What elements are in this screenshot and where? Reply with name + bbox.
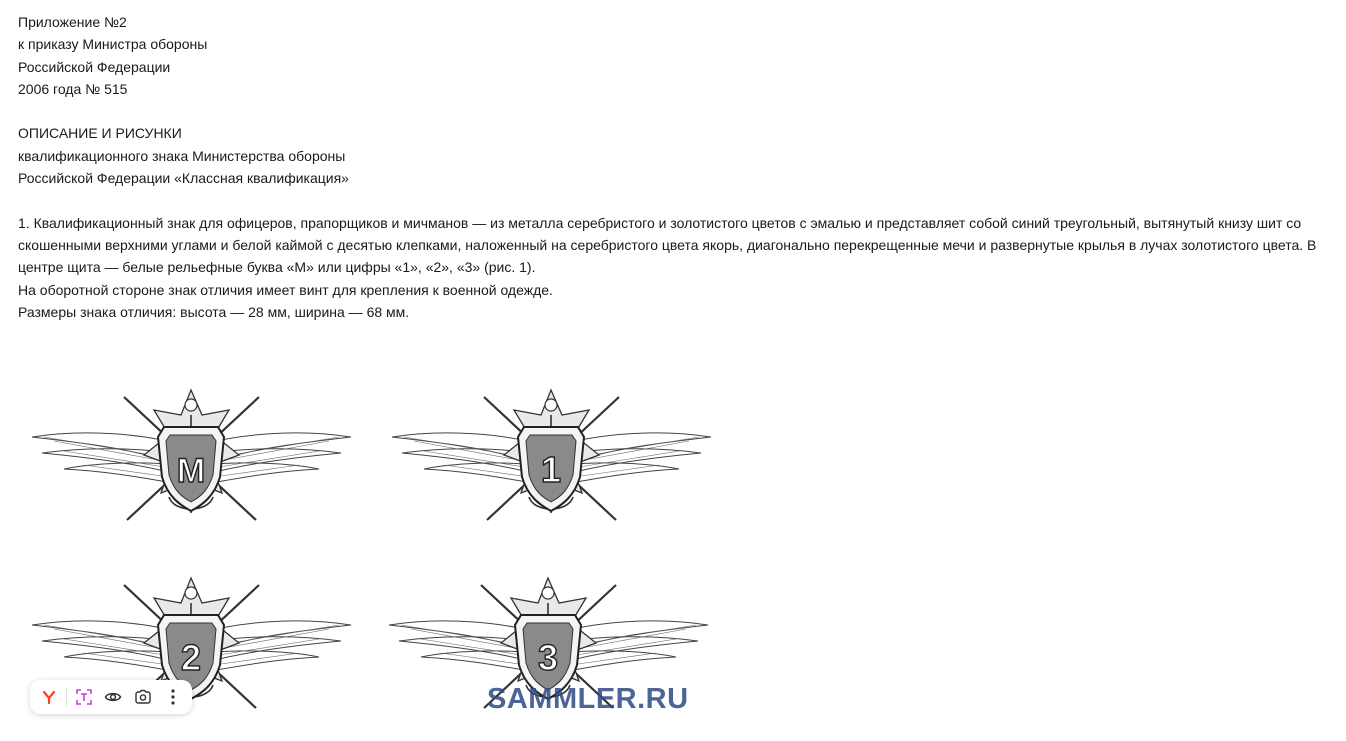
more-vertical-icon (170, 688, 176, 706)
reverse-side-paragraph: На оборотной стороне знак отличия имеет винт для крепления к военной одежде. (18, 281, 553, 298)
badge-1 (384, 385, 719, 535)
dimensions-paragraph: Размеры знака отличия: высота — 28 мм, ширина — 68 мм. (18, 303, 410, 320)
yandex-button[interactable] (36, 684, 62, 710)
title-line-3: Российской Федерации «Классная квалификация» (18, 170, 349, 187)
image-search-button[interactable] (130, 684, 156, 710)
badge-symbol: М (176, 452, 206, 490)
image-toolbar (30, 680, 192, 714)
description-paragraph: 1. Квалификационный знак для офицеров, прапорщиков и мичманов — из металла серебристого и золотистого цветов с эмалью и представляет собой синий треугольный, вытянутый книзу шит со скошенными верхними углами и белой каймой с десятью клепками, наложенный на серебристого цвета якорь, диагонально перекрещенные мечи и развернутые крылья в лучах золотистого цвета. В центре щита — белые рельефные буква «М» или цифры «1», «2», «3» (рис. 1). (18, 214, 1317, 276)
eye-icon (104, 688, 122, 706)
more-button[interactable] (160, 684, 186, 710)
document (18, 11, 1333, 323)
camera-search-icon (134, 688, 152, 706)
appendix-line-3: Российской Федерации (18, 58, 171, 75)
watermark: SAMMLER.RU (487, 683, 689, 715)
yandex-logo-icon (42, 690, 56, 704)
title-line-1: ОПИСАНИЕ И РИСУНКИ (18, 125, 182, 142)
appendix-line-1: Приложение №2 (18, 14, 127, 30)
appendix-line-4: 2006 года № 515 (18, 80, 128, 97)
appendix-line-2: к приказу Министра обороны (18, 36, 208, 53)
view-button[interactable] (100, 684, 126, 710)
text-select-button[interactable] (71, 684, 97, 710)
badge-symbol: 3 (537, 637, 559, 678)
title-line-2: квалификационного знака Министерства обороны (18, 147, 346, 164)
figure-badges (20, 380, 720, 725)
text-select-icon (75, 688, 93, 706)
badge-m (24, 385, 359, 535)
toolbar-divider (66, 688, 67, 706)
badge-m-icon (24, 385, 359, 535)
badge-symbol: 2 (180, 637, 202, 678)
badge-symbol: 1 (540, 449, 562, 490)
badge-1-icon (384, 385, 719, 535)
